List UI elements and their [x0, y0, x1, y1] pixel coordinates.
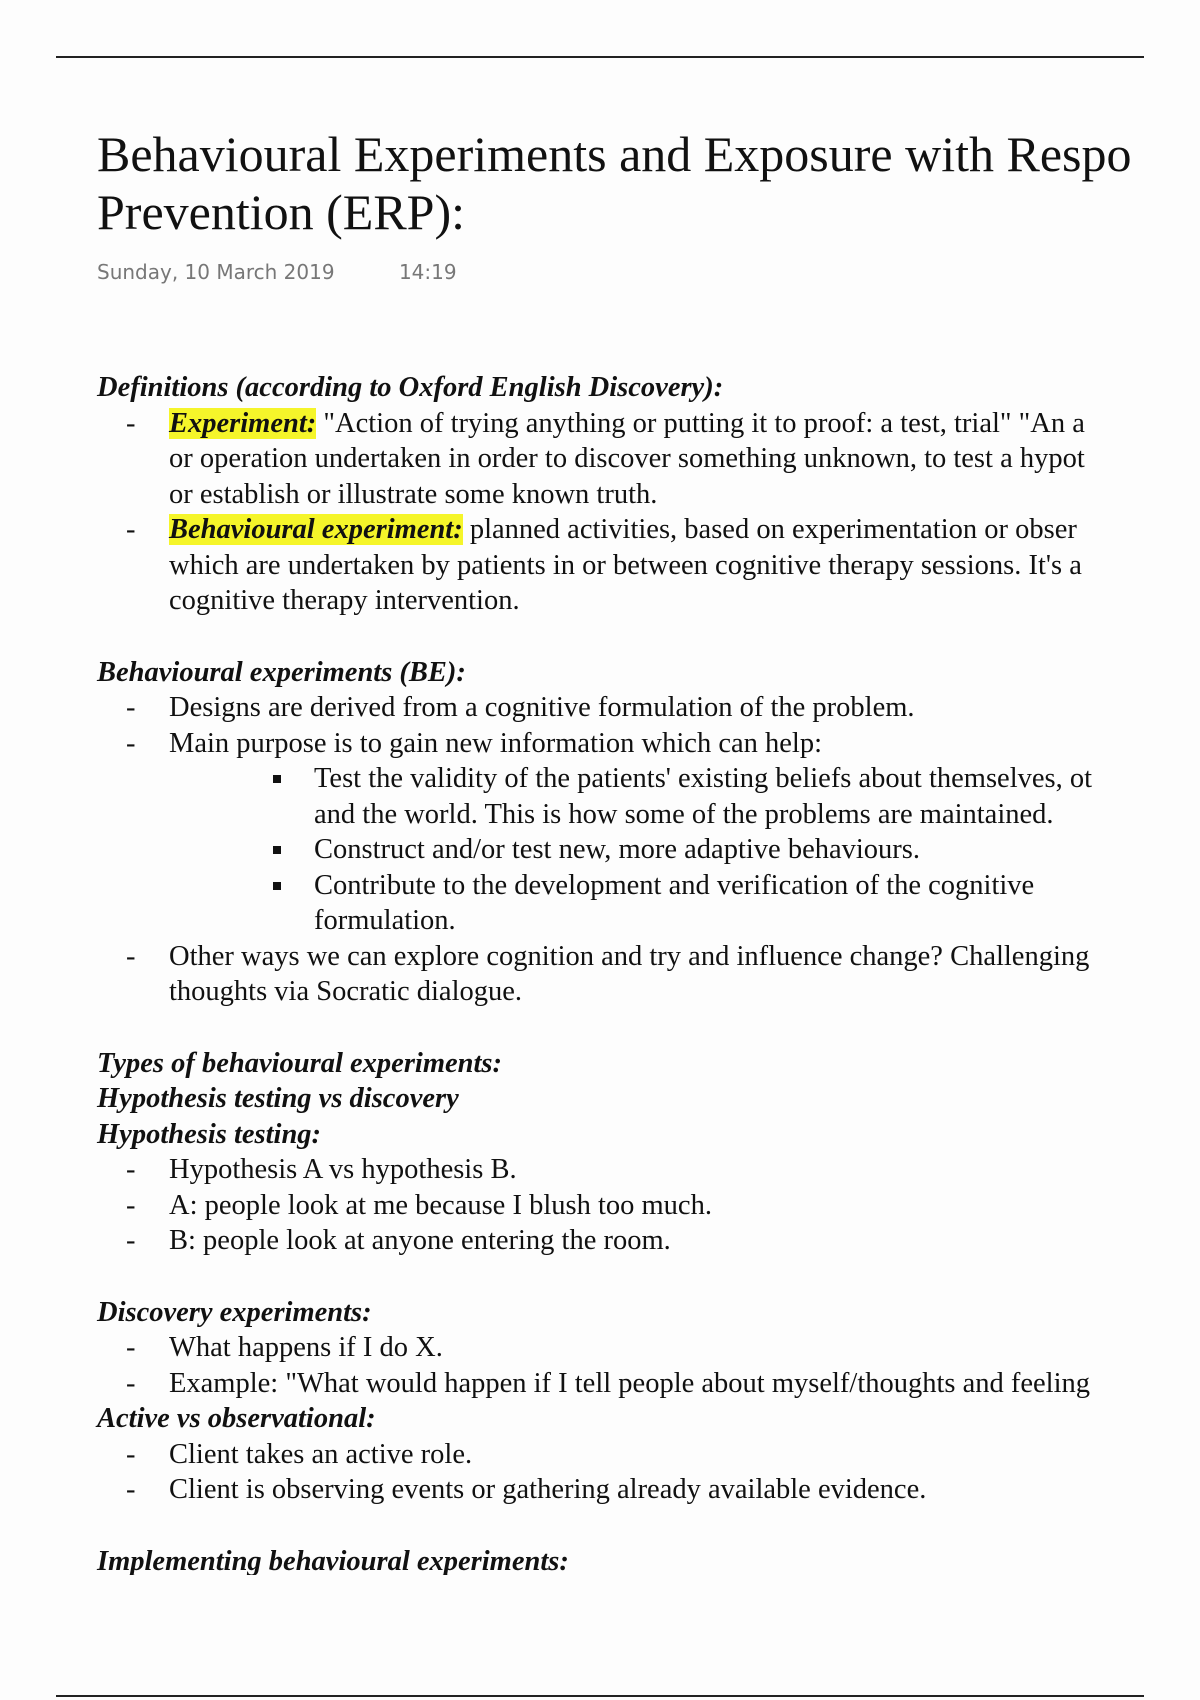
list-item	[97, 1437, 1200, 1473]
line: Contribute to the development and verification of the cognitive	[314, 869, 1035, 901]
dash-bullet: -	[126, 940, 136, 972]
line: cognitive therapy intervention.	[169, 585, 520, 616]
list-item	[97, 690, 1200, 726]
implementing-heading: Implementing behavioural experiments:	[97, 1545, 569, 1575]
line: and the world. This is how some of the problems are maintained.	[314, 798, 1054, 830]
line: B: people look at anyone entering the room.	[169, 1225, 671, 1256]
line: Construct and/or test new, more adaptive behaviours.	[314, 834, 920, 865]
title-line-2: Prevention (ERP):	[97, 184, 466, 240]
types-heading: Types of behavioural experiments:	[97, 1047, 503, 1079]
dash-bullet: -	[126, 1367, 136, 1399]
line: Client is observing events or gathering already available evidence.	[169, 1474, 927, 1505]
dash-bullet: -	[126, 692, 136, 723]
dash-bullet: -	[126, 514, 136, 545]
line: Example: "What would happen if I tell people about myself/thoughts and feeling	[169, 1367, 1091, 1399]
definitions-heading: Definitions (according to Oxford English Discovery):	[97, 372, 724, 403]
list-item	[97, 939, 1200, 1010]
dash-bullet: -	[126, 1225, 136, 1256]
square-bullet-icon	[273, 846, 281, 854]
dash-bullet: -	[126, 1189, 136, 1221]
square-bullet-icon	[273, 775, 281, 783]
sub-list-item	[97, 832, 1200, 868]
line	[169, 512, 1200, 548]
line: or establish or illustrate some known truth.	[169, 478, 658, 510]
line-text: planned activities, based on experimentation or obser	[462, 514, 1077, 545]
list-item	[97, 406, 1200, 513]
hypothesis-heading: Hypothesis testing:	[97, 1118, 322, 1150]
list-item	[97, 512, 1200, 619]
dash-bullet: -	[126, 1438, 136, 1470]
sub-list-item	[97, 868, 1200, 939]
spacer	[97, 619, 1200, 655]
line: Hypothesis A vs hypothesis B.	[169, 1154, 517, 1185]
list-item	[97, 1330, 1200, 1366]
highlighted-term: Experiment:	[169, 407, 317, 439]
line: A: people look at me because I blush too much.	[169, 1189, 712, 1221]
active-heading: Active vs observational:	[97, 1403, 376, 1434]
dash-bullet: -	[126, 407, 136, 439]
line-text: "Action of trying anything or putting it to proof: a test, trial" "An a	[316, 407, 1085, 439]
dash-bullet: -	[126, 1332, 136, 1363]
line: Designs are derived from a cognitive formulation of the problem.	[169, 692, 915, 723]
list-item	[97, 1472, 1200, 1508]
note-body	[97, 370, 1200, 1575]
page-title	[97, 125, 1200, 241]
line: thoughts via Socratic dialogue.	[169, 976, 523, 1007]
types-subheading: Hypothesis testing vs discovery	[97, 1083, 459, 1114]
title-line-1: Behavioural Experiments and Exposure with Respo	[97, 126, 1132, 182]
list-item	[97, 726, 1200, 762]
line: Client takes an active role.	[169, 1438, 473, 1470]
discovery-heading: Discovery experiments:	[97, 1296, 372, 1328]
bottom-rule	[56, 1695, 1144, 1697]
be-heading: Behavioural experiments (BE):	[97, 656, 466, 688]
line: formulation.	[314, 905, 456, 936]
spacer	[97, 1010, 1200, 1046]
list-item	[97, 1152, 1200, 1188]
line: Other ways we can explore cognition and try and influence change? Challenging	[169, 940, 1090, 972]
line	[169, 406, 1200, 442]
note-date: Sunday, 10 March 2019	[97, 260, 335, 284]
dash-bullet: -	[126, 1474, 136, 1505]
dash-bullet: -	[126, 727, 136, 759]
note-time: 14:19	[398, 260, 457, 284]
highlighted-term: Behavioural experiment:	[169, 514, 463, 545]
list-item	[97, 1188, 1200, 1224]
line: Test the validity of the patients' existing beliefs about themselves, ot	[314, 763, 1093, 794]
square-bullet-icon	[273, 882, 281, 890]
spacer	[97, 1259, 1200, 1295]
line: which are undertaken by patients in or between cognitive therapy sessions. It's a	[169, 549, 1082, 581]
note-meta	[97, 260, 457, 284]
line: What happens if I do X.	[169, 1332, 443, 1363]
spacer	[97, 1508, 1200, 1544]
dash-bullet: -	[126, 1154, 136, 1185]
sub-list-item	[97, 761, 1200, 832]
list-item	[97, 1223, 1200, 1259]
line: Main purpose is to gain new information which can help:	[169, 727, 822, 759]
list-item	[97, 1366, 1200, 1402]
line: or operation undertaken in order to discover something unknown, to test a hypot	[169, 443, 1085, 474]
